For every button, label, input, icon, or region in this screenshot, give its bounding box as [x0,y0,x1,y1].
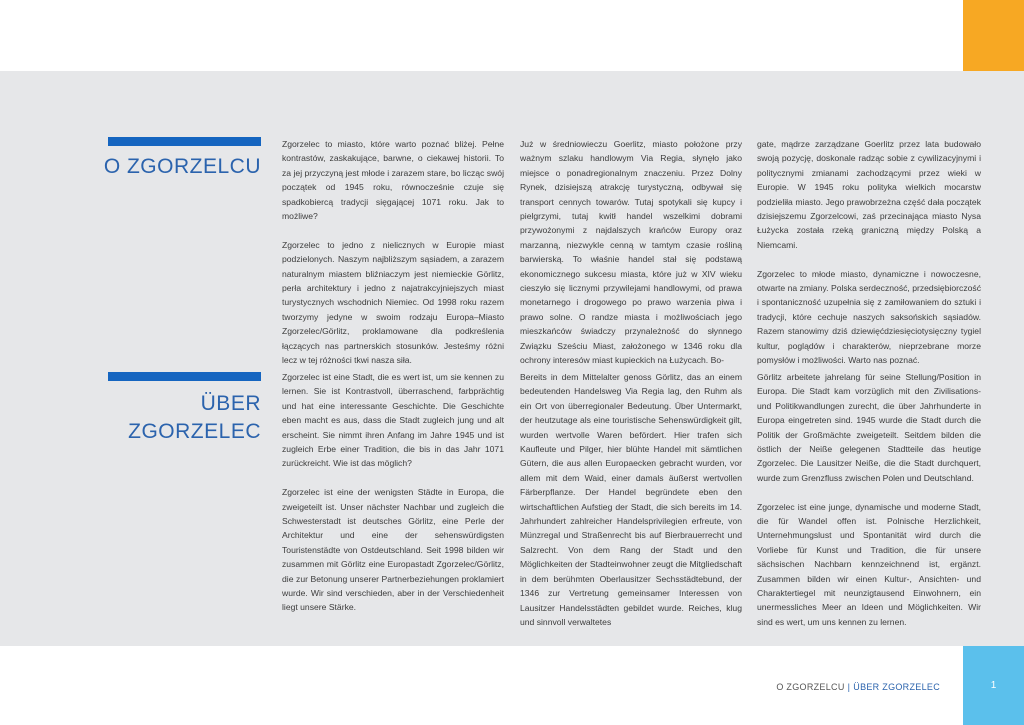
footer-label-german: ÜBER ZGORZELEC [853,682,940,692]
paragraph: Zgorzelec ist eine Stadt, die es wert ist, um sie kennen zu lernen. Sie ist Kontrastvoll, überraschend, farbprächtig und hat eine interessante Geschichte. Die Geschichte eben macht es aus, dass die Stadt zugleich jung und alt erscheint. Sie nimmt ihren Anfang im Jahre 1945 und ist zugleich Erbe einer Tradition, die bis in das Jahr 1071 zurückreicht. Wie ist das möglich? [282,372,504,469]
heading-bar [108,372,261,381]
text-column-3 [757,370,981,644]
footer-breadcrumb [740,682,940,692]
footer-label-polish: O ZGORZELCU [776,682,845,692]
page-number-box [963,646,1024,725]
text-column-3 [757,137,981,382]
section-title: O ZGORZELCU [103,155,261,178]
text-column-1 [282,137,504,382]
page-number: 1 [990,680,997,691]
top-accent-block [963,0,1024,71]
section-title [100,390,261,446]
paragraph: Zgorzelec ist eine junge, dynamische und moderne Stadt, die für Wandel offen ist. Polnische Herzlichkeit, Unternehmungslust und Spontanität wird durch die Vorliebe für Kunst und Tradition, die für unsere sächsischen Nachbarn kennzeichnend ist, ergänzt. Zusammen bilden wir einen Kultur-, Ansichten- und Charaktertiegel mit neunzigtausend Einwohnern, ein unermessliches Meer an Ideen und Möglichkeiten. Wir sind es wert, um uns kennen zu lernen. [757,501,981,627]
heading-bar [108,137,261,146]
section-title-line-1: ÜBER [200,392,261,415]
paragraph: gate, mądrze zarządzane Goerlitz przez lata budowało swoją pozycję, doskonale radząc sobie z cywilizacyjnymi i politycznymi zmianami zachodzącymi przez wieki w Europie. W 1945 roku polityka wielkich mocarstw podzieliła miasto. Jego prawobrzeżna część dała początek dzisiejszemu Zgorzelcowi, zaś przecinająca miasto Nysa Łużycka została rzeką graniczną między Polską a Niemcami. [757,139,981,250]
paragraph: Zgorzelec to młode miasto, dynamiczne i nowoczesne, otwarte na zmiany. Polska serdeczność, przedsiębiorczość i spontaniczność uzupełnia się z zamiłowaniem do sztuki i tradycji, które cechuje naszych saksońskich sąsiadów. Razem stanowimy dziś dziewięćdziesięciotysięczny tygiel kultur, poglądów i charakterów, nieprzebrane morze pomysłów i możliwości. Warto nas poznać. [757,268,981,366]
paragraph: Zgorzelec to jedno z nielicznych w Europie miast podzielonych. Naszym najbliższym sąsiadem, a zarazem naturalnym miastem bliźniaczym jest niemieckie Görlitz, perła architektury i jedno z najatrakcyjniejszych miast turystycznych wschodnich Niemiec. Od 1998 roku razem tworzymy jedyne w swoim rodzaju Europa–Miasto Zgorzelec/Görlitz, proklamowane dla podkreślenia łączących nas partnerskich stosunków. Jesteśmy różni lecz w tej różności tkwi nasza siła. [282,239,504,366]
footer-separator: | [847,682,851,692]
section-title-line-2: ZGORZELEC [128,420,261,443]
paragraph: Bereits in dem Mittelalter genoss Görlitz, das an einem bedeutenden Handelsweg Via Regia lag, den Ruhm als ein Ort von überregionaler Bedeutung. Über Untermarkt, der heutzutage als eine touristische Sehenswürdigkeit gilt, wurden wertvolle Waren befördert. Hier trafen sich Kaufleute und Pilger, hier blühte Handel mit sämtlichen Gütern, die aus allen Europaecken gebracht wurden, vor allem mit dem Waid, einer damals äußerst wertvollen Färberpflanze. Der Handel begründete eben den wirtschaftlichen Aufstieg der Stadt, die sich bereits im 14. Jahrhundert zahlreicher Handelsprivilegien erfreute, von Münzregal und Straßenrecht bis auf Bierbrauerrecht und Salzrecht. Von dem Rang der Stadt und den Möglichkeiten der Stadteinwohner zeugt die Mitgliedschaft in dem berühmten Oberlausitzer Sechsstädtebund, der 1346 zur Vertretung gemeinsamer Interessen von Lausitzer Handelsstädten gebildet wurde. Reiches, klug und sinnvoll verwaltetes [520,372,742,627]
paragraph: Görlitz arbeitete jahrelang für seine Stellung/Position in Europa. Die Stadt kam vorzüglich mit den Zivilisations- und Politikwandlungen zurecht, die über Jahrhunderte in Europa eingetreten sind. 1945 wurde die Stadt durch die Politik der Großmächte zweigeteilt. Seitdem bilden die östlich der Neiße gelegenen Stadtteile das heutige Zgorzelec. Die Lausitzer Neiße, die die Stadt durchquert, wurde zum Grenzfluss zwischen Polen und Deutschland. [757,372,981,483]
paragraph: Zgorzelec to miasto, które warto poznać bliżej. Pełne kontrastów, zaskakujące, barwne, o ciekawej historii. To za jej przyczyną jest młode i zarazem stare, bo licząc swój początek od 1945 roku, równocześnie czuje się spadkobiercą tradycji sięgającej 1071 roku. Jak to możliwe? [282,139,504,222]
text-column-1 [282,370,504,629]
paragraph: Już w średniowieczu Goerlitz, miasto położone przy ważnym szlaku handlowym Via Regia, słynęło jako miejsce o ponadregionalnym znaczeniu. Przez Dolny Rynek, dzisiejszą atrakcję turystyczną, odbywał się transport cennych towarów. Tutaj spotykali się kupcy i pielgrzymi, tutaj kwitł handel wszelkimi dobrami przywożonymi z najdalszych krańców Europy oraz marzanną, niezwykle cenną w tamtym czasie rośliną barwierską. To właśnie handel stał się podstawą ekonomicznego sukcesu miasta, które już w XIV wieku cieszyło się licznymi przywilejami handlowymi, od prawa monetarnego i drogowego po prawo warzenia piwa i prawo solne. O randze miasta i możliwościach jego mieszkańców świadczy przynależność do słynnego Związku Sześciu Miast, założonego w 1346 roku dla ochrony interesów miast kupieckich na Łużycach. Bo- [520,139,742,366]
paragraph: Zgorzelec ist eine der wenigsten Städte in Europa, die zweigeteilt ist. Unser nächster Nachbar und zugleich die Schwesterstadt ist deutsches Görlitz, eine Perle der Architektur und eine der sehenswürdigsten Touristenstädte von Ostdeutschland. Seit 1998 bilden wir zusammen mit Görlitz eine Europastadt Zgorzelec/Görlitz, die zur Betonung unserer Partnerbeziehungen proklamiert wurde. Wir sind verschieden, aber in der Verschiedenheit liegt unsere Stärke. [282,487,504,613]
text-column-2 [520,370,742,644]
text-column-2 [520,137,742,382]
